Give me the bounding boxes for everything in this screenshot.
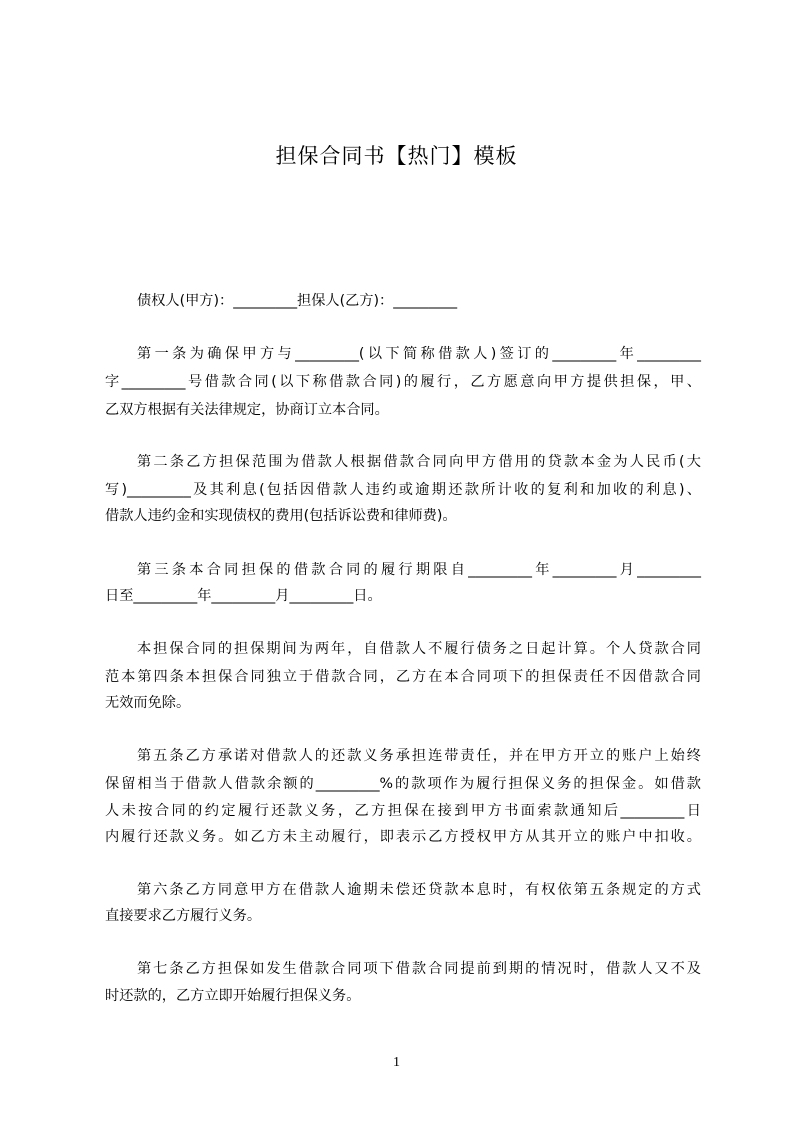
article-6-line-1: 第六条乙方同意甲方在借款人逾期未偿还贷款本息时，有权依第五条规定的方式: [137, 882, 701, 898]
document-title: 担保合同书【热门】模板: [275, 144, 518, 168]
article-4-line-1: 本担保合同的担保期间为两年，自借款人不履行债务之日起计算。个人贷款合同: [137, 641, 701, 657]
article-1-line-2: 字_________号借款合同(以下称借款合同)的履行，乙方愿意向甲方提供担保，甲、: [105, 374, 701, 390]
article-5-line-4: 内履行还款义务。如乙方未主动履行，即表示乙方授权甲方从其开立的账户中扣收。: [105, 829, 701, 845]
article-2-line-3: 借款人违约金和实现债权的费用(包括诉讼费和律师费)。: [105, 508, 457, 524]
article-4-line-2: 范本第四条本担保合同独立于借款合同，乙方在本合同项下的担保责任不因借款合同: [105, 669, 701, 685]
article-5-line-3: 人未按合同的约定履行还款义务，乙方担保在接到甲方书面索款通知后_________日: [105, 803, 701, 819]
article-7-line-1: 第七条乙方担保如发生借款合同项下借款合同提前到期的情况时，借款人又不及: [137, 961, 701, 977]
article-7-line-2: 时还款的，乙方立即开始履行担保义务。: [105, 988, 361, 1004]
article-3-line-1: 第三条本合同担保的借款合同的履行期限自_________年_________月_________: [137, 562, 701, 578]
article-6-line-2: 直接要求乙方履行义务。: [105, 908, 262, 924]
article-5-line-2: 保留相当于借款人借款余额的_________%的款项作为履行担保义务的担保金。如借款: [105, 776, 701, 792]
article-2-line-2: 写)_________及其利息(包括因借款人违约或逾期还款所计收的复利和加收的利息)、: [105, 482, 701, 498]
page-number: 1: [393, 1055, 400, 1070]
parties-line: 债权人(甲方)：_________担保人(乙方)：_________: [137, 293, 458, 309]
article-3-line-2: 日至_________年_________月_________日。: [105, 588, 382, 604]
article-5-line-1: 第五条乙方承诺对借款人的还款义务承担连带责任，并在甲方开立的账户上始终: [137, 748, 701, 764]
article-1-line-3: 乙双方根据有关法律规定，协商订立本合同。: [105, 402, 389, 418]
article-2-line-1: 第二条乙方担保范围为借款人根据借款合同向甲方借用的贷款本金为人民币(大: [137, 454, 701, 470]
article-1-line-1: 第一条为确保甲方与_________(以下简称借款人)签订的_________年_________: [137, 346, 701, 362]
article-4-line-3: 无效而免除。: [105, 695, 191, 711]
